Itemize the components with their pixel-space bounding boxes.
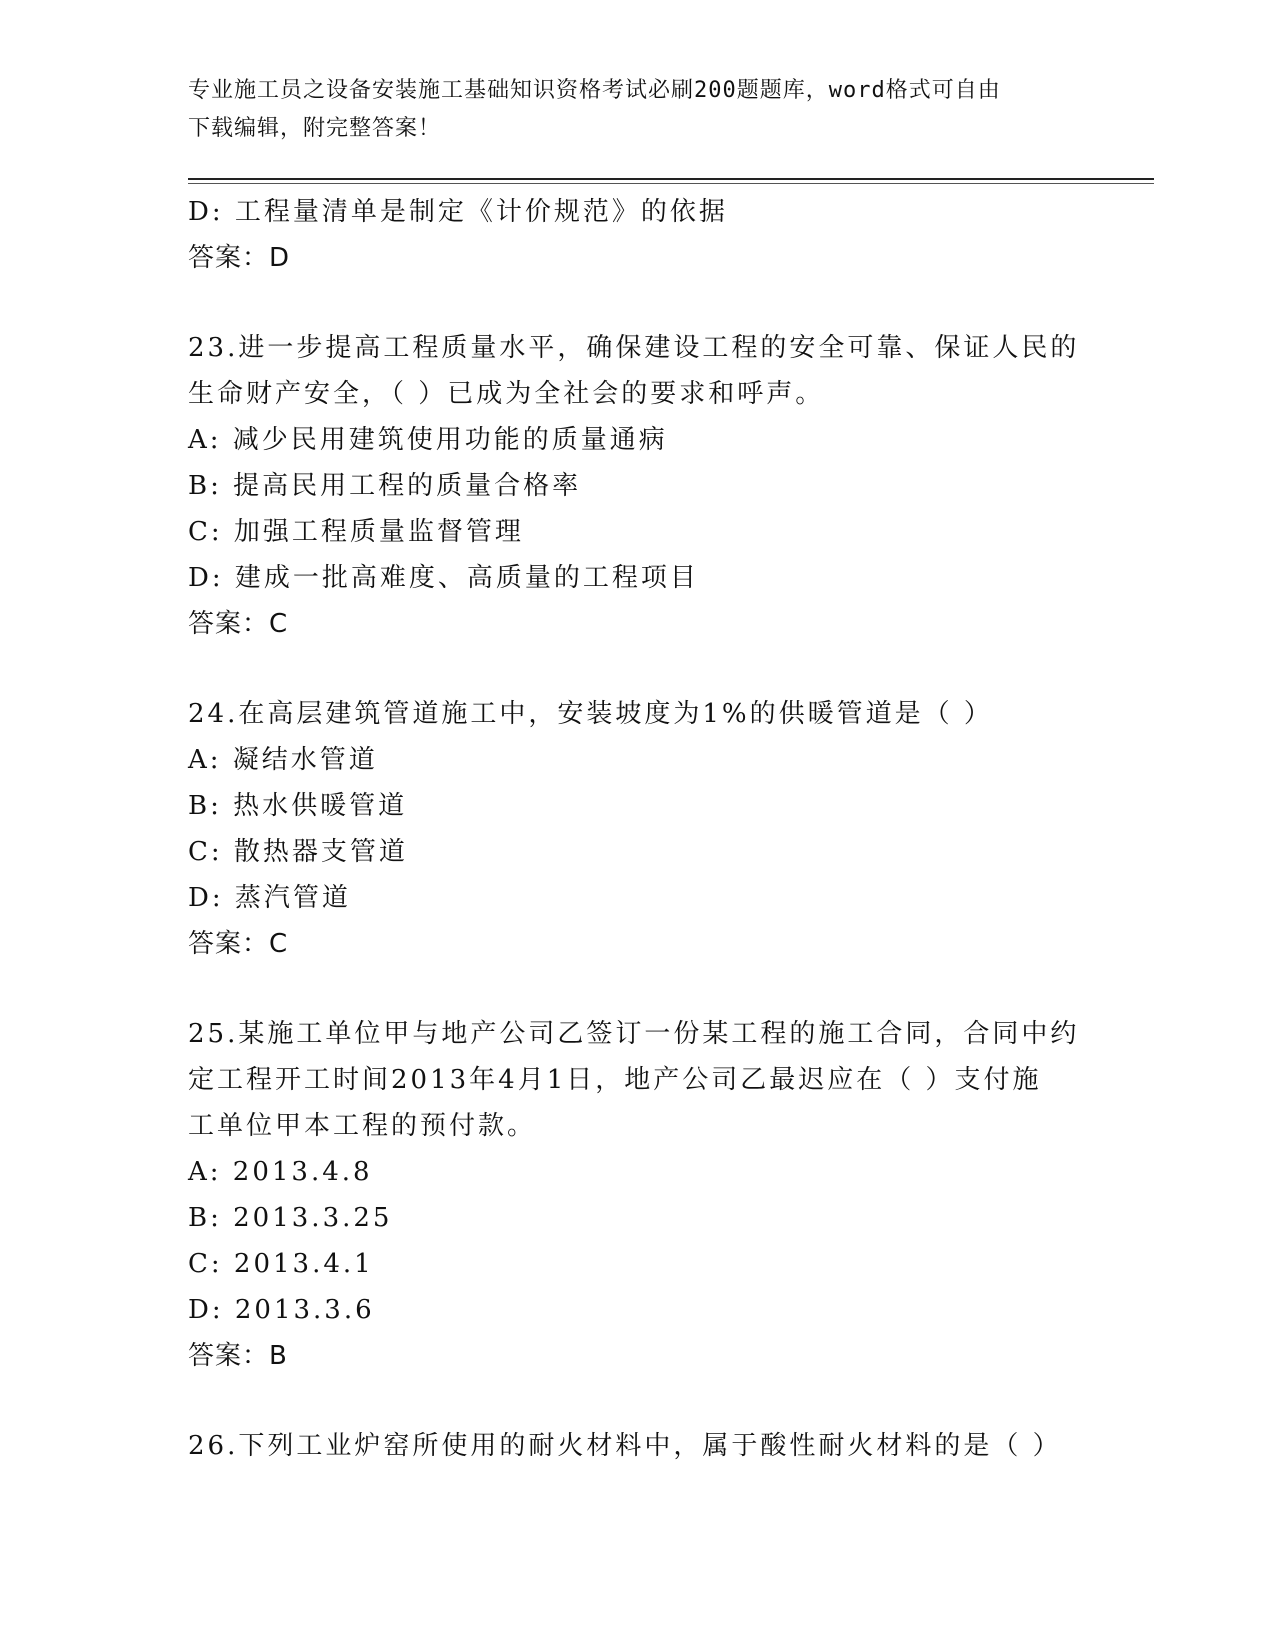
- question-23: [188, 325, 1088, 647]
- option-d: D: 建成一批高难度、高质量的工程项目: [188, 563, 699, 593]
- option-a: A: 凝结水管道: [188, 745, 378, 775]
- spacer: [188, 647, 1088, 691]
- question-25: [188, 1011, 1088, 1379]
- option-d: D: 2013.3.6: [188, 1295, 375, 1325]
- header-divider-thin: [188, 183, 1154, 184]
- answer-line: 答案：C: [188, 609, 289, 639]
- question-stem-line: 工单位甲本工程的预付款。: [188, 1111, 537, 1141]
- page-header: [188, 72, 1088, 148]
- header-title-line-1: 专业施工员之设备安装施工基础知识资格考试必刷200题题库，word格式可自由: [188, 78, 1001, 103]
- question-stem-line: 24.在高层建筑管道施工中，安装坡度为1%的供暖管道是（ ）: [188, 699, 993, 729]
- answer-line: 答案：B: [188, 1341, 288, 1371]
- answer-line: 答案：C: [188, 929, 289, 959]
- header-title-line-2: 下载编辑，附完整答案！: [188, 116, 442, 141]
- option-b: B: 提高民用工程的质量合格率: [188, 471, 582, 501]
- option-b: B: 2013.3.25: [188, 1203, 393, 1233]
- spacer: [188, 281, 1088, 325]
- option-c: C: 加强工程质量监督管理: [188, 517, 524, 547]
- option-c: C: 散热器支管道: [188, 837, 408, 867]
- question-stem-line: 生命财产安全，（ ）已成为全社会的要求和呼声。: [188, 379, 825, 409]
- spacer: [188, 1379, 1088, 1423]
- option-a: A: 2013.4.8: [188, 1157, 373, 1187]
- question-26: [188, 1423, 1088, 1469]
- option-d: D: 工程量清单是制定《计价规范》的依据: [188, 197, 728, 227]
- question-24: [188, 691, 1088, 967]
- answer-line: 答案：D: [188, 243, 291, 273]
- option-c: C: 2013.4.1: [188, 1249, 374, 1279]
- document-body: [188, 189, 1088, 1469]
- header-divider-thick: [188, 178, 1154, 180]
- question-stem-line: 26.下列工业炉窑所使用的耐火材料中，属于酸性耐火材料的是（ ）: [188, 1431, 1062, 1461]
- option-a: A: 减少民用建筑使用功能的质量通病: [188, 425, 668, 455]
- option-b: B: 热水供暖管道: [188, 791, 408, 821]
- option-d: D: 蒸汽管道: [188, 883, 351, 913]
- question-stem-line: 25.某施工单位甲与地产公司乙签订一份某工程的施工合同，合同中约: [188, 1019, 1080, 1049]
- question-stem-line: 定工程开工时间2013年4月1日，地产公司乙最迟应在（ ）支付施: [188, 1065, 1042, 1095]
- question-22-tail: [188, 189, 1088, 281]
- spacer: [188, 967, 1088, 1011]
- question-stem-line: 23.进一步提高工程质量水平，确保建设工程的安全可靠、保证人民的: [188, 333, 1080, 363]
